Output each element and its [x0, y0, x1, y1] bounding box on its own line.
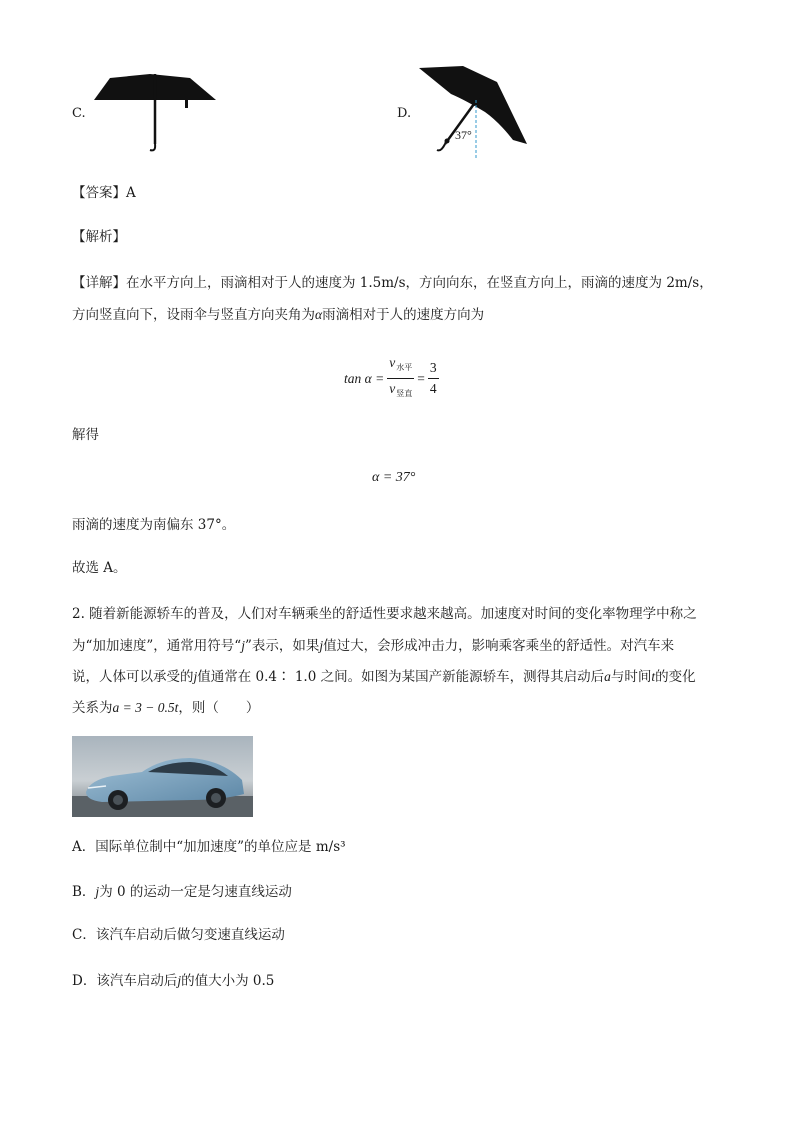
- choice-c: C．该汽车启动后做匀变速直线运动: [72, 927, 285, 943]
- a-symbol: a: [604, 669, 611, 684]
- velocity-numerator: [387, 354, 414, 379]
- detail-text-1: 在水平方向上，雨滴相对于人的速度为 1.5m/s，方向向东，在竖直方向上，雨滴的速度为 2m/s，: [126, 275, 713, 291]
- j-symbol: j: [177, 973, 182, 988]
- q2-text-2c: 值过大，会形成冲击力，影响乘客乘坐的舒适性。对汽车来: [323, 638, 675, 654]
- choice-b-text: 为 0 的运动一定是匀速直线运动: [99, 884, 292, 900]
- j-symbol: j: [95, 884, 100, 899]
- choice-d: [72, 965, 724, 997]
- detail-line-2: [72, 299, 724, 331]
- acceleration-equation: a = 3 − 0.5t: [112, 700, 179, 715]
- v-horizontal: v: [389, 355, 396, 370]
- detail-text-2a: 方向竖直向下，设雨伞与竖直方向夹角为: [72, 307, 315, 323]
- velocity-denominator: [387, 379, 414, 403]
- velocity-fraction: [387, 354, 414, 403]
- j-symbol: j: [193, 669, 198, 684]
- sub-horizontal: 水平: [396, 363, 413, 372]
- t-symbol: t: [651, 669, 656, 684]
- tan-formula: [344, 354, 442, 403]
- q2-line-2: [72, 630, 724, 662]
- option-d-label: D.: [397, 106, 412, 121]
- q2-line-1: 2. 随着新能源轿车的普及，人们对车辆乘坐的舒适性要求越来越高。加速度对时间的变化率物理学中称之: [72, 606, 697, 622]
- choice-b: [72, 876, 724, 908]
- alpha-symbol: α: [315, 307, 323, 322]
- answer-line: 【答案】A: [72, 185, 136, 201]
- q2-text-4a: 关系为: [72, 700, 113, 716]
- car-photo: [72, 736, 253, 817]
- q2-text-3b: 值通常在 0.4∶ 1.0 之间。如图为某国产新能源轿车，测得其启动后: [197, 669, 605, 685]
- q2-line-4: [72, 692, 724, 724]
- choice-a: A．国际单位制中“加加速度”的单位应是 m/s³: [72, 839, 346, 855]
- q2-text-4b: ，则（ ）: [178, 700, 260, 716]
- q2-text-3c: 与时间: [610, 669, 652, 685]
- option-c-label: C.: [72, 106, 86, 121]
- umbrella-upright-figure: [90, 70, 220, 152]
- choice-d-text: 的值大小为 0.5: [181, 973, 275, 989]
- ratio-numerator: 3: [428, 359, 439, 379]
- choice-d-prefix: D．该汽车启动后: [72, 973, 178, 989]
- conclusion-line: 雨滴的速度为南偏东 37°。: [72, 517, 236, 533]
- j-symbol: j: [241, 638, 245, 653]
- detail-line-1: [72, 268, 724, 299]
- detail-bracket: 【详解】: [72, 275, 126, 291]
- ratio-denominator: 4: [429, 381, 437, 396]
- q2-text-3d: 的变化: [655, 669, 696, 685]
- j-symbol: j: [319, 638, 324, 653]
- q2-line-3: [72, 661, 724, 693]
- equals-sign: =: [417, 370, 425, 386]
- q2-text-2a: 为“加加速度”，通常用符号“: [72, 638, 242, 654]
- choose-line: 故选 A。: [72, 560, 127, 576]
- sub-vertical: 竖直: [396, 389, 413, 398]
- q2-text-2b: ”表示，如果: [244, 638, 320, 654]
- analysis-heading: 【解析】: [72, 229, 126, 245]
- q2-text-3a: 说，人体可以承受的: [72, 669, 194, 685]
- choice-b-prefix: B．: [72, 884, 96, 900]
- angle-label: 37°: [455, 128, 472, 142]
- ratio-fraction: [428, 359, 439, 398]
- umbrella-tilted-figure: [415, 64, 533, 160]
- tan-lhs: tan α =: [344, 370, 385, 386]
- v-vertical: v: [389, 381, 396, 396]
- detail-text-2b: 雨滴相对于人的速度方向为: [322, 307, 485, 323]
- alpha-result: α = 37°: [372, 470, 416, 485]
- solve-word: 解得: [72, 427, 99, 443]
